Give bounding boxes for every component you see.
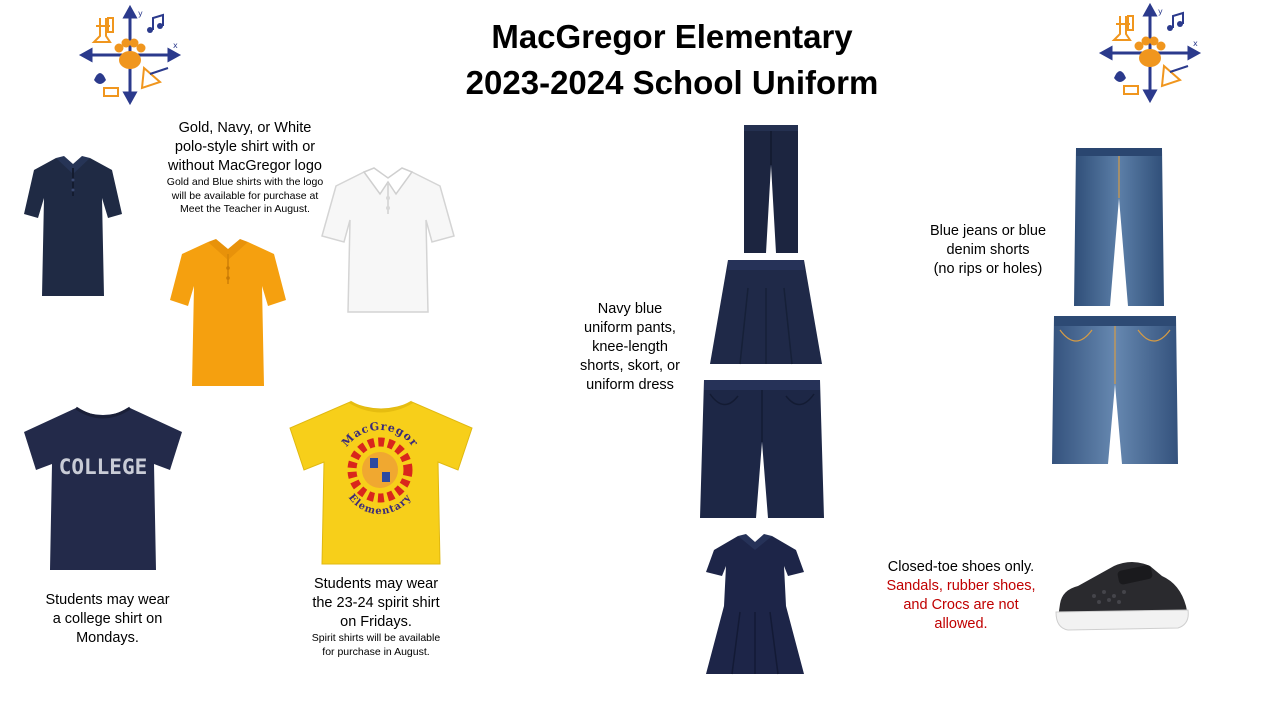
polo-caption-line: Gold, Navy, or White (178, 120, 312, 136)
spirit-caption-line: the 23-24 spirit shirt (312, 595, 440, 611)
navy-shorts-image (698, 378, 826, 520)
navy-dress-image (704, 532, 806, 676)
polo-caption-note: Gold and Blue shirts with the logo (166, 176, 324, 188)
svg-text:y: y (1158, 7, 1163, 16)
college-caption-line: a college shirt on (52, 611, 163, 627)
shoes-caption-line: Closed-toe shoes only. (887, 559, 1035, 575)
navy-polo-shirt-image (22, 152, 124, 300)
polo-caption-line: polo-style shirt with or (174, 139, 316, 155)
white-polo-shirt-image (320, 164, 456, 316)
navy-skort-image (708, 258, 824, 368)
spirit-tshirt-image (288, 398, 474, 566)
denim-shorts-image (1050, 312, 1180, 466)
spirit-caption-note: Spirit shirts will be available (311, 632, 441, 644)
college-caption-line: Students may wear (45, 592, 170, 608)
svg-text:x: x (1193, 39, 1198, 48)
shoes-caption (880, 558, 1042, 634)
polo-caption-note: Meet the Teacher in August. (180, 203, 310, 215)
jeans-caption-line: Blue jeans or blue (929, 223, 1047, 239)
navy-caption-line: knee-length (592, 339, 668, 355)
jeans-caption-line: (no rips or holes) (933, 261, 1043, 277)
shoes-caption-warning: and Crocs are not (903, 597, 1019, 613)
navy-caption-line: Navy blue (597, 301, 663, 317)
spirit-caption-note: for purchase in August. (322, 645, 430, 658)
college-tshirt-image (20, 404, 186, 572)
page-title (372, 14, 972, 106)
spirit-caption (281, 575, 471, 659)
navy-pants-image (742, 125, 800, 255)
spirit-caption-line: on Fridays. (340, 614, 412, 630)
school-logo-left (80, 8, 180, 102)
polo-caption-line: without MacGregor logo (168, 158, 322, 174)
polo-caption (140, 119, 350, 217)
college-caption (20, 591, 195, 648)
title-line-2: 2023-2024 School Uniform (465, 64, 879, 101)
title-line-1: MacGregor Elementary (491, 18, 853, 55)
college-caption-line: Mondays. (76, 630, 139, 646)
jeans-caption (908, 222, 1068, 279)
black-sneaker-image (1054, 556, 1190, 632)
svg-text:x: x (173, 41, 178, 50)
svg-text:y: y (138, 9, 143, 18)
jeans-caption-line: denim shorts (946, 242, 1030, 258)
blue-jeans-image (1072, 146, 1166, 308)
college-shirt-text: COLLEGE (58, 455, 148, 479)
shoes-caption-warning: Sandals, rubber shoes, (886, 578, 1036, 594)
navy-caption-line: uniform dress (586, 377, 674, 393)
navy-caption (560, 300, 700, 395)
school-logo-right (1100, 4, 1200, 102)
gold-polo-shirt-image (168, 236, 288, 390)
navy-caption-line: shorts, skort, or (580, 358, 680, 374)
spirit-logo-top-text: MacGregor (339, 419, 422, 450)
navy-caption-line: uniform pants, (584, 320, 676, 336)
spirit-caption-line: Students may wear (313, 576, 439, 592)
shoes-caption-warning: allowed. (934, 616, 988, 632)
spirit-logo-bottom-text: Elementary (345, 492, 414, 518)
polo-caption-note: will be available for purchase at (171, 189, 319, 202)
